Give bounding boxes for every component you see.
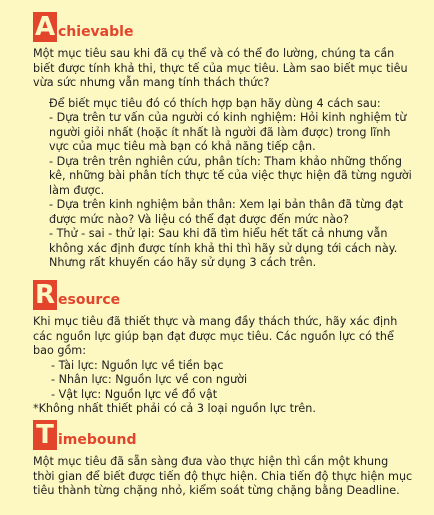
- achievable-initial: A: [34, 12, 56, 42]
- resource-heading: [33, 280, 413, 310]
- timebound-heading: [33, 420, 413, 450]
- resource-note: *Không nhất thiết phải có cả 3 loại nguồn lực trên.: [33, 402, 316, 415]
- achievable-title-rest: chievable: [58, 24, 134, 40]
- resource-item-people: - Nhân lực: Nguồn lực về con người: [51, 373, 248, 386]
- achievable-method-1: - Dựa trên tư vấn của người có kinh nghiệm: Hỏi kinh nghiệm từ người giỏi nhất (hoặc ít nhất là người đã làm được) trong lĩnh vực của mục tiêu mà bạn có khả năng tiếp cận.: [49, 111, 407, 153]
- achievable-method-lead: Để biết mục tiêu đó có thích hợp bạn hãy dùng 4 cách sau:: [49, 96, 381, 110]
- achievable-heading: [33, 12, 413, 42]
- resource-item-materials: - Vật lực: Nguồn lực về đồ vật: [51, 387, 218, 401]
- timebound-initial: T: [33, 420, 57, 450]
- resource-item-finance: - Tài lực: Nguồn lực về tiền bạc: [51, 358, 224, 372]
- achievable-intro: Một mục tiêu sau khi đã cụ thể và có thể đo lường, chúng ta cần biết được tính khả thi, thực tế của mục tiêu. Làm sao biết mục tiêu vừa sức nhưng vẫn mang tính thách thức?: [33, 47, 408, 89]
- achievable-method-4: - Thử - sai - thử lại: Sau khi đã tìm hiểu hết tất cả nhưng vẫn không xác định được tính khả thi thì hãy sử dụng tới cách này. Nhưng rất khuyến cáo hãy sử dụng 3 cách trên.: [49, 227, 398, 269]
- achievable-section: [33, 12, 413, 271]
- achievable-method-2: - Dựa trên trên nghiên cứu, phân tích: Tham khảo những thống kê, những bài phân tích thực tế của việc thực hiện đã từng người làm được.: [49, 154, 412, 197]
- achievable-method-3: - Dựa trên kinh nghiệm bản thân: Xem lại bản thân đã từng đạt được mức nào? Và liệu có thể đạt được đến mức nào?: [49, 198, 404, 226]
- timebound-title-rest: imebound: [58, 432, 137, 448]
- resource-title-rest: esource: [58, 292, 121, 308]
- resource-section: [33, 280, 413, 417]
- resource-intro: Khi mục tiêu đã thiết thực và mang đầy thách thức, hãy xác định các nguồn lực giúp bạn đạt được mục tiêu. Các nguồn lực có thể bao gồm:: [33, 315, 398, 357]
- timebound-text: Một mục tiêu đã sẵn sàng đưa vào thực hiện thì cần một khung thời gian để biết được tiến độ thực hiện. Chia tiến độ thực hiện mục tiêu thành từng chặng nhỏ, kiểm soát từng chặng bằng Deadline.: [33, 455, 413, 497]
- timebound-section: [33, 420, 413, 499]
- resource-initial: R: [34, 280, 56, 310]
